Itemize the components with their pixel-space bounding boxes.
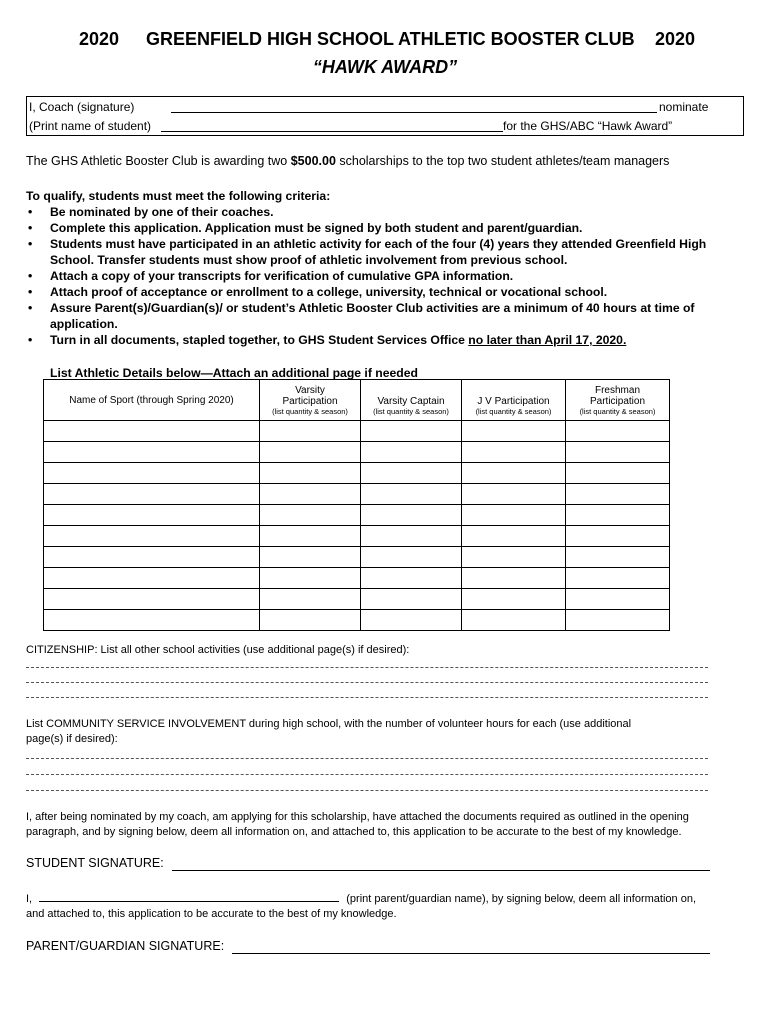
table-row — [44, 442, 670, 463]
bullet: • — [28, 285, 33, 299]
criteria-item — [26, 220, 746, 236]
table-header-row — [44, 380, 670, 421]
col-label: Name of Sport (through Spring 2020) — [69, 394, 234, 406]
criteria-item — [26, 300, 746, 332]
sport-cell[interactable] — [44, 547, 260, 568]
varsity-cell[interactable] — [260, 568, 361, 589]
freshman-cell[interactable] — [566, 568, 670, 589]
year-right: 2020 — [655, 29, 696, 49]
parent-mid: (print parent/guardian name), by signing below, deem all information on, — [346, 893, 697, 905]
sport-cell[interactable] — [44, 484, 260, 505]
criteria-list — [26, 204, 746, 348]
varsity-cell[interactable] — [260, 505, 361, 526]
jv-cell[interactable] — [462, 547, 566, 568]
parent-name-field[interactable] — [39, 891, 339, 902]
citizenship-line[interactable] — [26, 667, 708, 668]
captain-cell[interactable] — [361, 505, 462, 526]
criteria-text: Assure Parent(s)/Guardian(s)/ or student’s Athletic Booster Club activities are a minimum of 40 hours at time of application. — [50, 301, 695, 331]
captain-cell[interactable] — [361, 610, 462, 631]
criteria-item — [26, 236, 746, 268]
col-sport-header — [44, 380, 260, 421]
varsity-cell[interactable] — [260, 610, 361, 631]
freshman-cell[interactable] — [566, 421, 670, 442]
table-row — [44, 610, 670, 631]
criteria-item — [26, 204, 746, 220]
jv-cell[interactable] — [462, 526, 566, 547]
intro-before: The GHS Athletic Booster Club is awarding two — [26, 154, 291, 168]
nomination-line-1 — [29, 100, 134, 114]
table-row — [44, 484, 670, 505]
student-name-label: (Print name of student) — [29, 119, 152, 133]
captain-cell[interactable] — [361, 568, 462, 589]
table-row — [44, 589, 670, 610]
coach-signature-field[interactable] — [171, 112, 657, 113]
community-label: List COMMUNITY SERVICE INVOLVEMENT during high school, with the number of volunteer hours for each (use additional page(s) if desired): — [26, 718, 632, 745]
criteria-text: Complete this application. Application must be signed by both student and parent/guardian. — [50, 221, 583, 235]
award-subtitle: “HAWK AWARD” — [312, 57, 458, 77]
scholarship-amount: $500.00 — [290, 154, 336, 168]
table-row — [44, 526, 670, 547]
freshman-cell[interactable] — [566, 547, 670, 568]
nomination-box — [26, 96, 744, 136]
criteria-text: Students must have participated in an athletic activity for each of the four (4) years they attended Greenfield High School. Transfer students must show proof of athletic involvement from previous school. — [50, 237, 707, 267]
freshman-cell[interactable] — [566, 442, 670, 463]
year-left: 2020 — [79, 29, 120, 49]
student-name-field[interactable] — [161, 131, 503, 132]
criteria-item — [26, 268, 746, 284]
col-note: (list quantity & season) — [579, 406, 656, 416]
sport-cell[interactable] — [44, 442, 260, 463]
citizenship-line[interactable] — [26, 697, 708, 698]
captain-cell[interactable] — [361, 589, 462, 610]
jv-cell[interactable] — [462, 442, 566, 463]
jv-cell[interactable] — [462, 589, 566, 610]
captain-cell[interactable] — [361, 463, 462, 484]
jv-cell[interactable] — [462, 610, 566, 631]
citizenship-line[interactable] — [26, 682, 708, 683]
freshman-cell[interactable] — [566, 526, 670, 547]
col-label: J V Participation — [477, 396, 550, 407]
varsity-cell[interactable] — [260, 421, 361, 442]
criteria-text: Attach proof of acceptance or enrollment to a college, university, technical or vocational school. — [50, 285, 608, 299]
sport-cell[interactable] — [44, 463, 260, 484]
athletics-heading: List Athletic Details below—Attach an additional page if needed — [50, 366, 418, 380]
freshman-cell[interactable] — [566, 484, 670, 505]
nominate-label: nominate — [659, 100, 709, 114]
award-label: for the GHS/ABC “Hawk Award” — [503, 119, 673, 133]
page-title: GREENFIELD HIGH SCHOOL ATHLETIC BOOSTER CLUB — [146, 29, 635, 49]
title-row — [0, 29, 770, 53]
captain-cell[interactable] — [361, 421, 462, 442]
jv-cell[interactable] — [462, 463, 566, 484]
sport-cell[interactable] — [44, 589, 260, 610]
criteria-text: Attach a copy of your transcripts for verification of cumulative GPA information. — [50, 269, 514, 283]
col-varsity-header — [260, 380, 361, 421]
community-line[interactable] — [26, 774, 708, 775]
col-label: Varsity Participation — [282, 384, 338, 407]
coach-label: I, Coach (signature) — [29, 100, 135, 114]
table-row — [44, 463, 670, 484]
athletics-table — [43, 379, 670, 631]
col-captain-header — [361, 380, 462, 421]
sport-cell[interactable] — [44, 505, 260, 526]
student-signature-field[interactable] — [172, 870, 710, 871]
sport-cell[interactable] — [44, 568, 260, 589]
deadline-text: no later than April 17, 2020. — [468, 333, 627, 347]
parent-statement — [26, 891, 716, 922]
parent-signature-label: PARENT/GUARDIAN SIGNATURE: — [26, 939, 225, 953]
student-signature-label: STUDENT SIGNATURE: — [26, 856, 164, 870]
community-line[interactable] — [26, 758, 708, 759]
varsity-cell[interactable] — [260, 484, 361, 505]
captain-cell[interactable] — [361, 484, 462, 505]
col-note: (list quantity & season) — [373, 407, 449, 416]
parent-signature-field[interactable] — [232, 953, 710, 954]
col-label: Freshman Participation — [589, 384, 646, 407]
criteria-text: Turn in all documents, stapled together, to GHS Student Services Office — [50, 333, 469, 347]
jv-cell[interactable] — [462, 484, 566, 505]
col-note: (list quantity & season) — [475, 407, 552, 416]
declaration-text: I, after being nominated by my coach, am applying for this scholarship, have attached the documents required as outlined in the opening paragraph, and by signing below, deem all information on, and attached to, this application to be accurate to the best of my knowledge. — [26, 811, 689, 838]
bullet: • — [28, 205, 33, 219]
parent-lead: I, — [26, 893, 33, 905]
captain-cell[interactable] — [361, 526, 462, 547]
freshman-cell[interactable] — [566, 610, 670, 631]
bullet: • — [28, 301, 33, 315]
col-freshman-header — [566, 380, 670, 421]
varsity-cell[interactable] — [260, 589, 361, 610]
bullet: • — [28, 269, 33, 283]
nomination-line-2 — [29, 119, 151, 133]
jv-cell[interactable] — [462, 421, 566, 442]
intro-text — [26, 154, 669, 168]
table-row — [44, 505, 670, 526]
citizenship-label: CITIZENSHIP: List all other school activities (use additional page(s) if desired): — [26, 644, 410, 656]
varsity-cell[interactable] — [260, 442, 361, 463]
table-row — [44, 547, 670, 568]
criteria-item — [26, 332, 746, 348]
criteria-text: Be nominated by one of their coaches. — [50, 205, 274, 219]
bullet: • — [28, 237, 33, 251]
freshman-cell[interactable] — [566, 589, 670, 610]
criteria-item — [26, 284, 746, 300]
parent-line2: and attached to, this application to be accurate to the best of my knowledge. — [26, 908, 397, 920]
intro-after: scholarships to the top two student athletes/team managers — [335, 154, 670, 168]
criteria-heading: To qualify, students must meet the following criteria: — [26, 189, 331, 203]
col-jv-header — [462, 380, 566, 421]
sport-cell[interactable] — [44, 526, 260, 547]
criteria-section — [26, 188, 746, 348]
sport-cell[interactable] — [44, 421, 260, 442]
jv-cell[interactable] — [462, 505, 566, 526]
table-row — [44, 421, 670, 442]
table-row — [44, 568, 670, 589]
col-label: Varsity Captain — [377, 396, 445, 407]
varsity-cell[interactable] — [260, 526, 361, 547]
freshman-cell[interactable] — [566, 463, 670, 484]
captain-cell[interactable] — [361, 547, 462, 568]
bullet: • — [28, 221, 33, 235]
community-line[interactable] — [26, 790, 708, 791]
captain-cell[interactable] — [361, 442, 462, 463]
freshman-cell[interactable] — [566, 505, 670, 526]
bullet: • — [28, 333, 33, 347]
varsity-cell[interactable] — [260, 463, 361, 484]
jv-cell[interactable] — [462, 568, 566, 589]
sport-cell[interactable] — [44, 610, 260, 631]
varsity-cell[interactable] — [260, 547, 361, 568]
col-note: (list quantity & season) — [272, 406, 348, 416]
